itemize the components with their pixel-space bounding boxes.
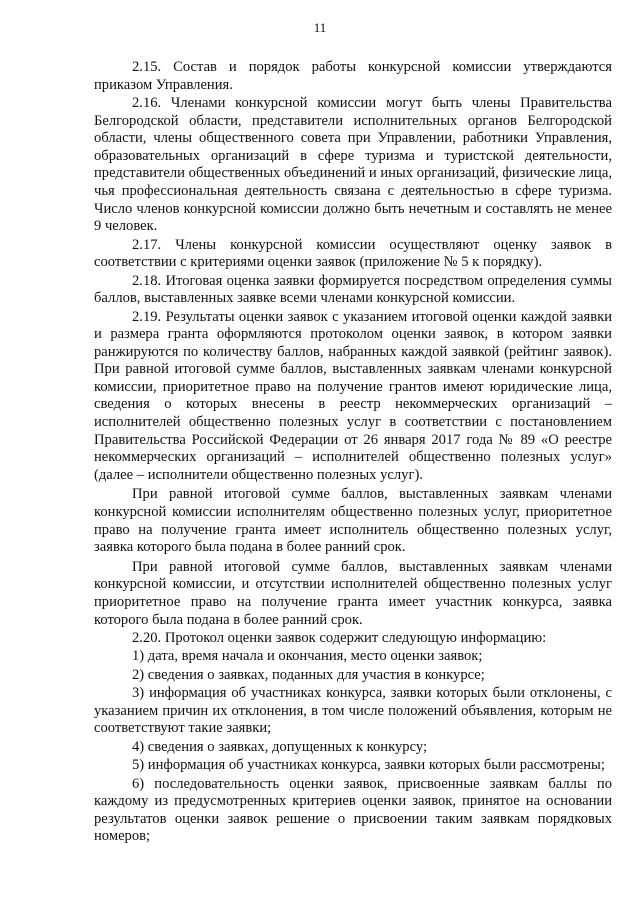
list-item-4: 4) сведения о заявках, допущенных к конкурсу; <box>132 738 428 755</box>
paragraph-2-20: 2.20. Протокол оценки заявок содержит следующую информацию: <box>132 629 547 646</box>
paragraph-2-18: 2.18. Итоговая оценка заявки формируется посредством определения суммы баллов, выставленных заявке всеми членами конкурсной комиссии. <box>94 272 612 307</box>
list-item-6: 6) последовательность оценки заявок, присвоенные заявкам баллы по каждому из предусмотренных критериев оценки заявок, принятое на основании результатов оценки заявок решение о присвоении таким заявкам порядковых номеров; <box>94 775 612 845</box>
paragraph-2-16: 2.16. Членами конкурсной комиссии могут быть члены Правительства Белгородской области, представители исполнительных органов Белгородской области, члены общественного совета при Управлении, работники Управления, образовательных организаций в сфере туризма и туристской деятельности, представители общественных объединений и иных организаций, физические лица, чья профессиональная деятельность связана с деятельностью в сфере туризма. Число членов конкурсной комиссии должно быть нечетным и составлять не менее 9 человек. <box>94 94 612 235</box>
list-item-1: 1) дата, время начала и окончания, место оценки заявок; <box>132 648 483 665</box>
list-item-2: 2) сведения о заявках, поданных для участия в конкурсе; <box>132 666 485 683</box>
paragraph-2-19: 2.19. Результаты оценки заявок с указанием итоговой оценки каждой заявки и размера гранта оформляются протоколом оценки заявок, в котором заявки ранжируются по количеству баллов, набранных каждой заявкой (рейтинг заявок). При равной итоговой сумме баллов, выставленных заявкам членами конкурсной комиссии, приоритетное право на получение грантов имеют юридические лица, сведения о которых внесены в реестр некоммерческих организаций – исполнителей общественно полезных услуг в соответствии с постановлением Правительства Российской Федерации от 26 января 2017 года № 89 «О реестре некоммерческих организаций – исполнителей общественно полезных услуг» (далее – исполнители общественно полезных услуг). <box>94 308 612 483</box>
document-body <box>94 59 612 847</box>
paragraph-priority-2: При равной итоговой сумме баллов, выставленных заявкам членами конкурсной комиссии, и отсутствии исполнителей общественно полезных услуг приоритетное право на получение гранта имеет участник конкурса, заявка которого была подана в более ранний срок. <box>94 558 612 628</box>
paragraph-2-15: 2.15. Состав и порядок работы конкурсной комиссии утверждаются приказом Управления. <box>94 59 612 93</box>
paragraph-priority-1: При равной итоговой сумме баллов, выставленных заявкам членами конкурсной комиссии исполнителям общественно полезных услуг, приоритетное право на получение гранта имеет исполнитель общественно полезных услуг, заявка которого была подана в более ранний срок. <box>94 486 612 556</box>
paragraph-2-17: 2.17. Члены конкурсной комиссии осуществляют оценку заявок в соответствии с критериями оценки заявок (приложение № 5 к порядку). <box>94 236 612 271</box>
list-item-5: 5) информация об участниках конкурса, заявки которых были рассмотрены; <box>132 757 605 774</box>
list-item-3: 3) информация об участниках конкурса, заявки которых были отклонены, с указанием причин их отклонения, в том числе положений объявления, которым не соответствуют такие заявки; <box>94 685 612 737</box>
page-number: 11 <box>313 20 327 35</box>
